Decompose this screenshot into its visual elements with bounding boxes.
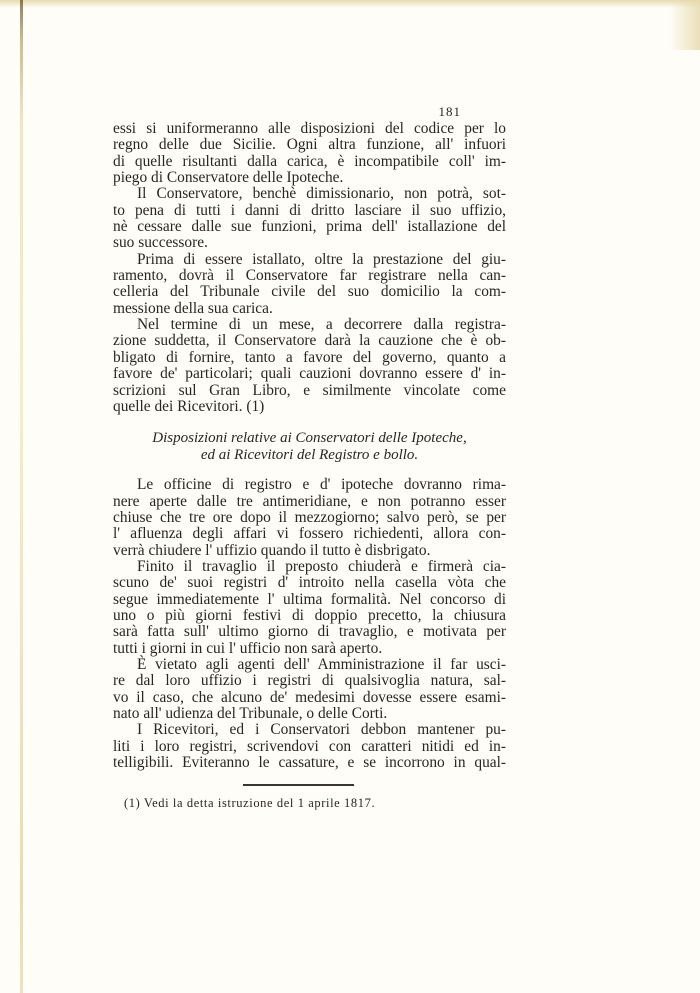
text-line: piego di Conservatore delle Ipoteche. xyxy=(113,169,344,187)
text-line: sarà fatta sull' ultimo giorno di travaglio, e motivata per xyxy=(113,623,506,641)
text-line: liti i loro registri, scrivendovi con caratteri nitidi ed in- xyxy=(113,737,506,755)
text-line: di quelle risultanti dalla carica, è incompatibile coll' im- xyxy=(113,152,506,170)
text-line: regno delle due Sicilie. Ogni altra funzione, all' infuori xyxy=(113,136,506,154)
paragraph xyxy=(113,657,506,722)
text-line: celleria del Tribunale civile del suo domicilio la com- xyxy=(113,283,506,301)
text-line: bligato di fornire, tanto a favore del governo, quanto a xyxy=(113,348,506,366)
text-line: messione della sua carica. xyxy=(113,299,273,317)
text-line: chiuse che tre ore dopo il mezzogiorno; salvo però, se per xyxy=(113,508,506,526)
text-line: uno o più giorni festivi di doppio precetto, la chiusura xyxy=(113,606,506,624)
text-line: Le officine di registro e d' ipoteche dovranno rima- xyxy=(137,476,506,494)
page-number: 181 xyxy=(438,104,461,119)
page-corner-stain xyxy=(670,0,700,50)
footnote: (1) Vedi la detta istruzione del 1 aprile 1817. xyxy=(124,796,376,810)
text-line: tutti i giorni in cui l' ufficio non sarà aperto. xyxy=(113,639,383,657)
page-binding-edge xyxy=(20,0,23,993)
text-line: re dal loro uffizio i registri di qualsivoglia natura, sal- xyxy=(113,672,506,690)
text-line: segue immediatemente l' ultima formalità. Nel concorso di xyxy=(113,590,506,608)
text-line: Finito il travaglio il preposto chiuderà e firmerà cia- xyxy=(137,557,506,575)
text-line: to pena di tutti i danni di dritto lasciare il suo uffizio, xyxy=(113,201,506,219)
text-line: suo successore. xyxy=(113,234,208,252)
page-body xyxy=(113,104,506,771)
text-line: telligibili. Eviteranno le cassature, e se incorrono in qual- xyxy=(113,754,506,772)
text-line: vo il caso, che alcuno de' medesimi dovesse essere esami- xyxy=(113,688,506,706)
paragraph xyxy=(113,722,506,771)
text-line: verrà chiudere l' uffizio quando il tutto è disbrigato. xyxy=(113,541,431,559)
text-line: I Ricevitori, ed i Conservatori debbon mantener pu- xyxy=(137,721,506,739)
text-line: nato all' udienza del Tribunale, o delle Corti. xyxy=(113,705,388,722)
text-line: nere aperte dalle tre antimeridiane, e non potranno esser xyxy=(113,492,506,510)
section-heading xyxy=(113,430,506,463)
paragraph xyxy=(113,477,506,559)
paragraph xyxy=(113,559,506,657)
text-line: Il Conservatore, benchè dimissionario, non potrà, sot- xyxy=(137,185,506,203)
text-line: ramento, dovrà il Conservatore far registrare nella can- xyxy=(113,267,506,285)
paragraph xyxy=(113,121,506,186)
paragraph xyxy=(113,252,506,317)
section-heading-line: Disposizioni relative ai Conservatori delle Ipoteche, xyxy=(152,430,467,447)
text-line: quelle dei Ricevitori. (1) xyxy=(113,397,265,415)
text-line: È vietato agli agenti dell' Amministrazione il far usci- xyxy=(137,655,506,673)
text-line: scuno de' suoi registri d' introito nella casella vòta che xyxy=(113,574,506,592)
paragraph xyxy=(113,186,506,251)
text-line: zione suddetta, il Conservatore darà la cauzione che è ob- xyxy=(113,332,506,350)
section-heading-line: ed ai Ricevitori del Registro e bollo. xyxy=(200,446,419,463)
text-line: Prima di essere istallato, oltre la prestazione del giu- xyxy=(137,250,506,268)
text-line: scrizioni sul Gran Libro, e similmente vincolate come xyxy=(113,381,506,399)
page-top-edge xyxy=(0,0,700,8)
text-line: Nel termine di un mese, a decorrere dalla registra- xyxy=(137,316,506,334)
text-line: nè cessare dalle sue funzioni, prima dell' istallazione del xyxy=(113,218,506,236)
paragraph xyxy=(113,317,506,415)
footnote-separator xyxy=(243,784,354,786)
text-line: essi si uniformeranno alle disposizioni del codice per lo xyxy=(113,120,506,137)
text-line: l' afluenza degli affari vi fossero richiedenti, allora con- xyxy=(113,525,506,543)
text-line: favore de' particolari; quali cauzioni dovranno essere d' in- xyxy=(113,365,506,383)
